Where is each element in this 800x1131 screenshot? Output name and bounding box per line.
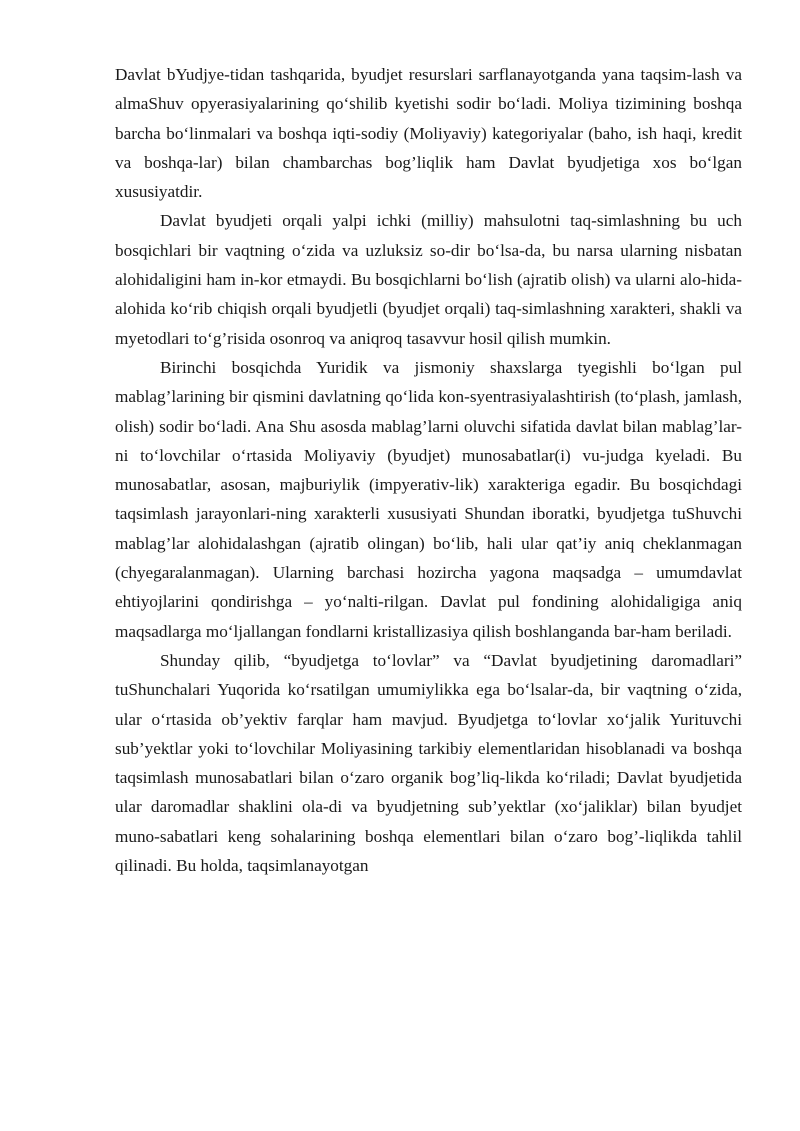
paragraph-4: Shunday qilib, “byudjetga to‘lovlar” va “Davlat byudjetining daromadlari” tuShunchalari Yuqorida ko‘rsatilgan umumiylikka ega bo‘lsalar-da, bir vaqtning o‘zida, ular o‘rtasida ob’yektiv farqlar ham mavjud. Byudjetga to‘lovlar xo‘jalik Yurituvchi sub’yektlar yoki to‘lovchilar Moliyasining tarkibiy elementlaridan hisoblanadi va boshqa taqsimlash munosabatlari bilan o‘zaro organik bog’liq-likda ko‘riladi; Davlat byudjetida ular daromadlar shaklini ola-di va byudjetning sub’yektlar (xo‘jaliklar) bilan byudjet muno-sabatlari keng sohalarining boshqa elementlari bilan o‘zaro bog’-liqlikda tahlil qilinadi. Bu holda, taqsimlanayotgan — [115, 650, 742, 876]
document-page — [115, 60, 742, 880]
paragraph-3: Birinchi bosqichda Yuridik va jismoniy shaxslarga tyegishli bo‘lgan pul mablag’larining bir qismini davlatning qo‘lida kon-syentrasiyalashtirish (to‘plash, jamlash, olish) sodir bo‘ladi. Ana Shu asosda mablag’larni oluvchi sifatida davlat bilan mablag’lar-ni to‘lovchilar o‘rtasida Moliyaviy (byudjet) munosabatlar(i) vu-judga kyeladi. Bu munosabatlar, asosan, majburiylik (impyerativ-lik) xarakteriga egadir. Bu bosqichdagi taqsimlash jarayonlari-ning xarakterli xususiyati Shundan iboratki, byudjetga tuShuvchi mablag’lar alohidalashgan (ajratib olingan) bo‘lib, hali ular qat’iy aniq cheklanmagan (chyegaralanmagan). Ularning barchasi hozircha yagona maqsadga – umumdavlat ehtiyojlarini qondirishga – yo‘nalti-rilgan. Davlat pul fondining alohidaligiga aniq maqsadlarga mo‘ljallangan fondlarni kristallizasiya qilish boshlanganda bar-ham beriladi. — [115, 357, 742, 641]
paragraph-1: Davlat bYudjye-tidan tashqarida, byudjet resurslari sarflanayotganda yana taqsim-lash va almaShuv opyerasiyalarining qo‘shilib kyetishi sodir bo‘ladi. Moliya tizimining boshqa barcha bo‘linmalari va boshqa iqti-sodiy (Moliyaviy) kategoriyalar (baho, ish haqi, kredit va boshqa-lar) bilan chambarchas bog’liqlik ham Davlat byudjetiga xos bo‘lgan xususiyatdir. — [115, 65, 742, 202]
paragraph-2: Davlat byudjeti orqali yalpi ichki (milliy) mahsulotni taq-simlashning bu uch bosqichlari bir vaqtning o‘zida va uzluksiz so-dir bo‘lsa-da, bu narsa ularning nisbatan alohidaligini ham in-kor etmaydi. Bu bosqichlarni bo‘lish (ajratib olish) va ularni alo-hida-alohida ko‘rib chiqish orqali byudjetli (byudjet orqali) taq-simlashning xarakteri, shakli va myetodlari to‘g’risida osonroq va aniqroq tasavvur hosil qilish mumkin. — [115, 211, 742, 348]
